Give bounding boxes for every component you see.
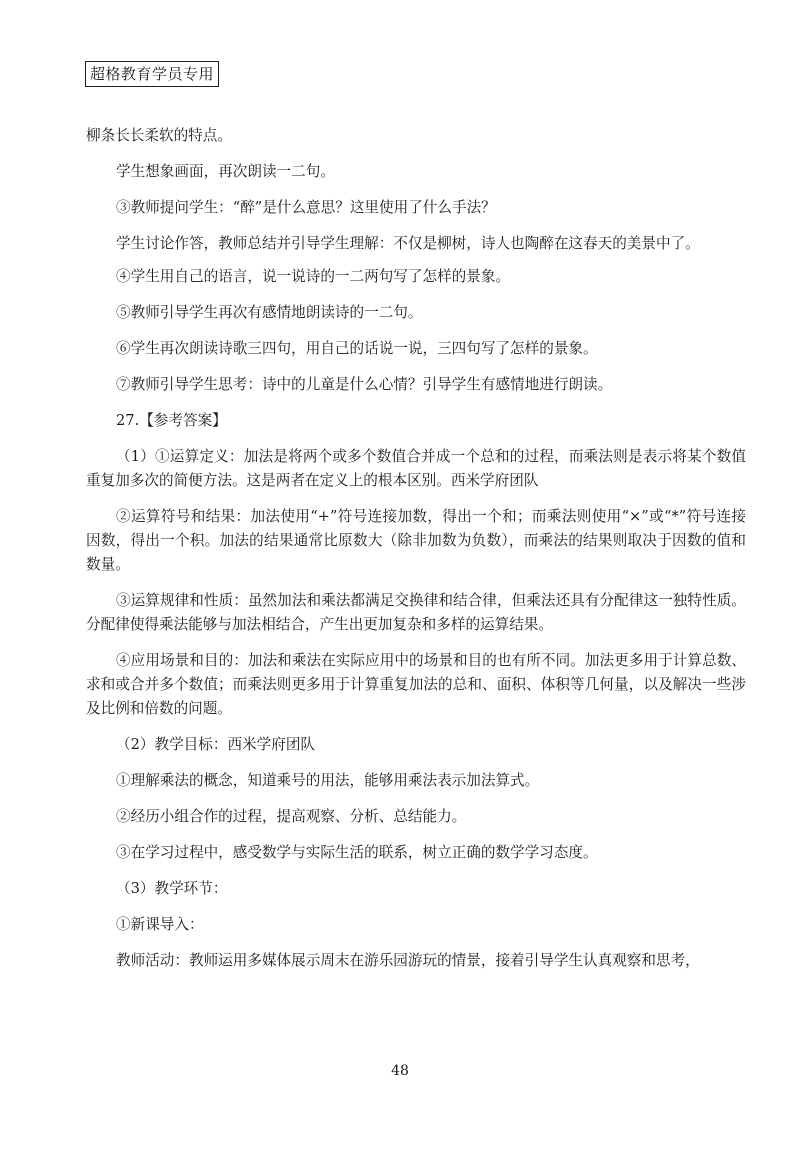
paragraph: ①新课导入：	[116, 916, 204, 933]
body-text	[86, 124, 746, 985]
page-number: 48	[391, 1063, 409, 1079]
paragraph: ⑥学生再次朗读诗歌三四句，用自己的话说一说，三四句写了怎样的景象。	[116, 340, 598, 357]
paragraph: ①理解乘法的概念，知道乘号的用法，能够用乘法表示加法算式。	[116, 772, 540, 789]
paragraph: 学生讨论作答，教师总结并引导学生理解：不仅是柳树，诗人也陶醉在这春天的美景中了。	[116, 235, 700, 252]
paragraph: （1）①运算定义：加法是将两个或多个数值合并成一个总和的过程，而乘法则是表示将某个数值重复加多次的简便方法。这是两者在定义上的根本区别。西米学府团队	[86, 448, 746, 489]
header-label: 超格教育学员专用	[85, 61, 219, 87]
section-heading: （3）教学环节：	[116, 880, 228, 897]
paragraph: ②经历小组合作的过程，提高观察、分析、总结能力。	[116, 808, 467, 825]
section-heading: （2）教学目标：西米学府团队	[116, 736, 316, 753]
paragraph: ④应用场景和目的：加法和乘法在实际应用中的场景和目的也有所不同。加法更多用于计算总数、求和或合并多个数值；而乘法则更多用于计算重复加法的总和、面积、体积等几何量，以及解决一些涉及比例和倍数的问题。	[86, 652, 746, 717]
answer-heading: 27.【参考答案】	[116, 412, 227, 429]
paragraph: ③教师提问学生：“醉”是什么意思？这里使用了什么手法？	[116, 199, 496, 216]
paragraph: ⑤教师引导学生再次有感情地朗读诗的一二句。	[116, 304, 423, 321]
paragraph: ⑦教师引导学生思考：诗中的儿童是什么心情？引导学生有感情地进行朗读。	[116, 376, 613, 393]
paragraph: 学生想象画面，再次朗读一二句。	[116, 163, 335, 180]
paragraph: 柳条长长柔软的特点。	[86, 127, 232, 144]
paragraph: ②运算符号和结果：加法使用“+”符号连接加数，得出一个和；而乘法则使用“×”或“*”符号连接因数，得出一个积。加法的结果通常比原数大（除非加数为负数），而乘法的结果则取决于因数的值和数量。	[86, 508, 746, 573]
paragraph: ④学生用自己的语言，说一说诗的一二两句写了怎样的景象。	[116, 268, 511, 285]
paragraph: 教师活动：教师运用多媒体展示周末在游乐园游玩的情景，接着引导学生认真观察和思考，	[116, 952, 700, 969]
paragraph: ③运算规律和性质：虽然加法和乘法都满足交换律和结合律，但乘法还具有分配律这一独特性质。分配律使得乘法能够与加法相结合，产生出更加复杂和多样的运算结果。	[86, 592, 746, 633]
paragraph: ③在学习过程中，感受数学与实际生活的联系，树立正确的数学学习态度。	[116, 844, 598, 861]
